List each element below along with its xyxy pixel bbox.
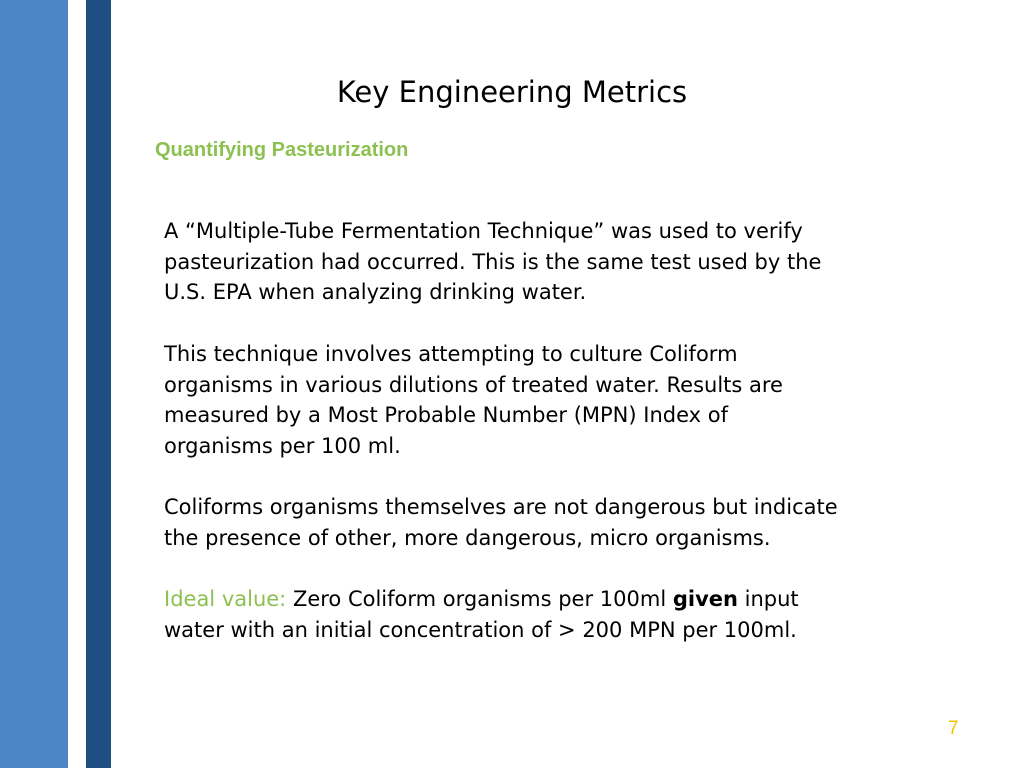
paragraph-fermentation-technique <box>164 216 984 308</box>
slide-subtitle: Quantifying Pasteurization <box>155 139 409 161</box>
text-line: measured by a Most Probable Number (MPN) Index of <box>164 403 728 428</box>
left-accent-bar-light <box>0 0 68 768</box>
ideal-value-text: Zero Coliform organisms per 100ml <box>286 587 673 612</box>
text-line <box>164 584 984 615</box>
slide-title: Key Engineering Metrics <box>336 75 688 109</box>
page-number: 7 <box>948 718 959 739</box>
text-line: Coliforms organisms themselves are not dangerous but indicate <box>164 495 838 520</box>
text-line: the presence of other, more dangerous, micro organisms. <box>164 526 771 550</box>
ideal-value-text-end: input <box>737 587 799 612</box>
text-line: water with an initial concentration of > 200 MPN per 100ml. <box>164 618 797 643</box>
paragraph-technique-description <box>164 339 984 462</box>
text-line: pasteurization had occurred. This is the same test used by the <box>164 249 822 274</box>
slide-body <box>164 216 984 676</box>
paragraph-coliforms <box>164 492 984 553</box>
text-line: U.S. EPA when analyzing drinking water. <box>164 280 587 305</box>
left-accent-bar-dark <box>86 0 111 768</box>
paragraph-ideal-value <box>164 584 984 645</box>
text-line: organisms in various dilutions of treated water. Results are <box>164 372 783 397</box>
ideal-value-emphasis: given <box>672 587 738 612</box>
text-line: This technique involves attempting to culture Coliform <box>164 341 738 366</box>
ideal-value-label: Ideal value: <box>164 587 287 612</box>
text-line: organisms per 100 ml. <box>164 433 401 458</box>
text-line: A “Multiple-Tube Fermentation Technique” was used to verify <box>164 219 803 243</box>
